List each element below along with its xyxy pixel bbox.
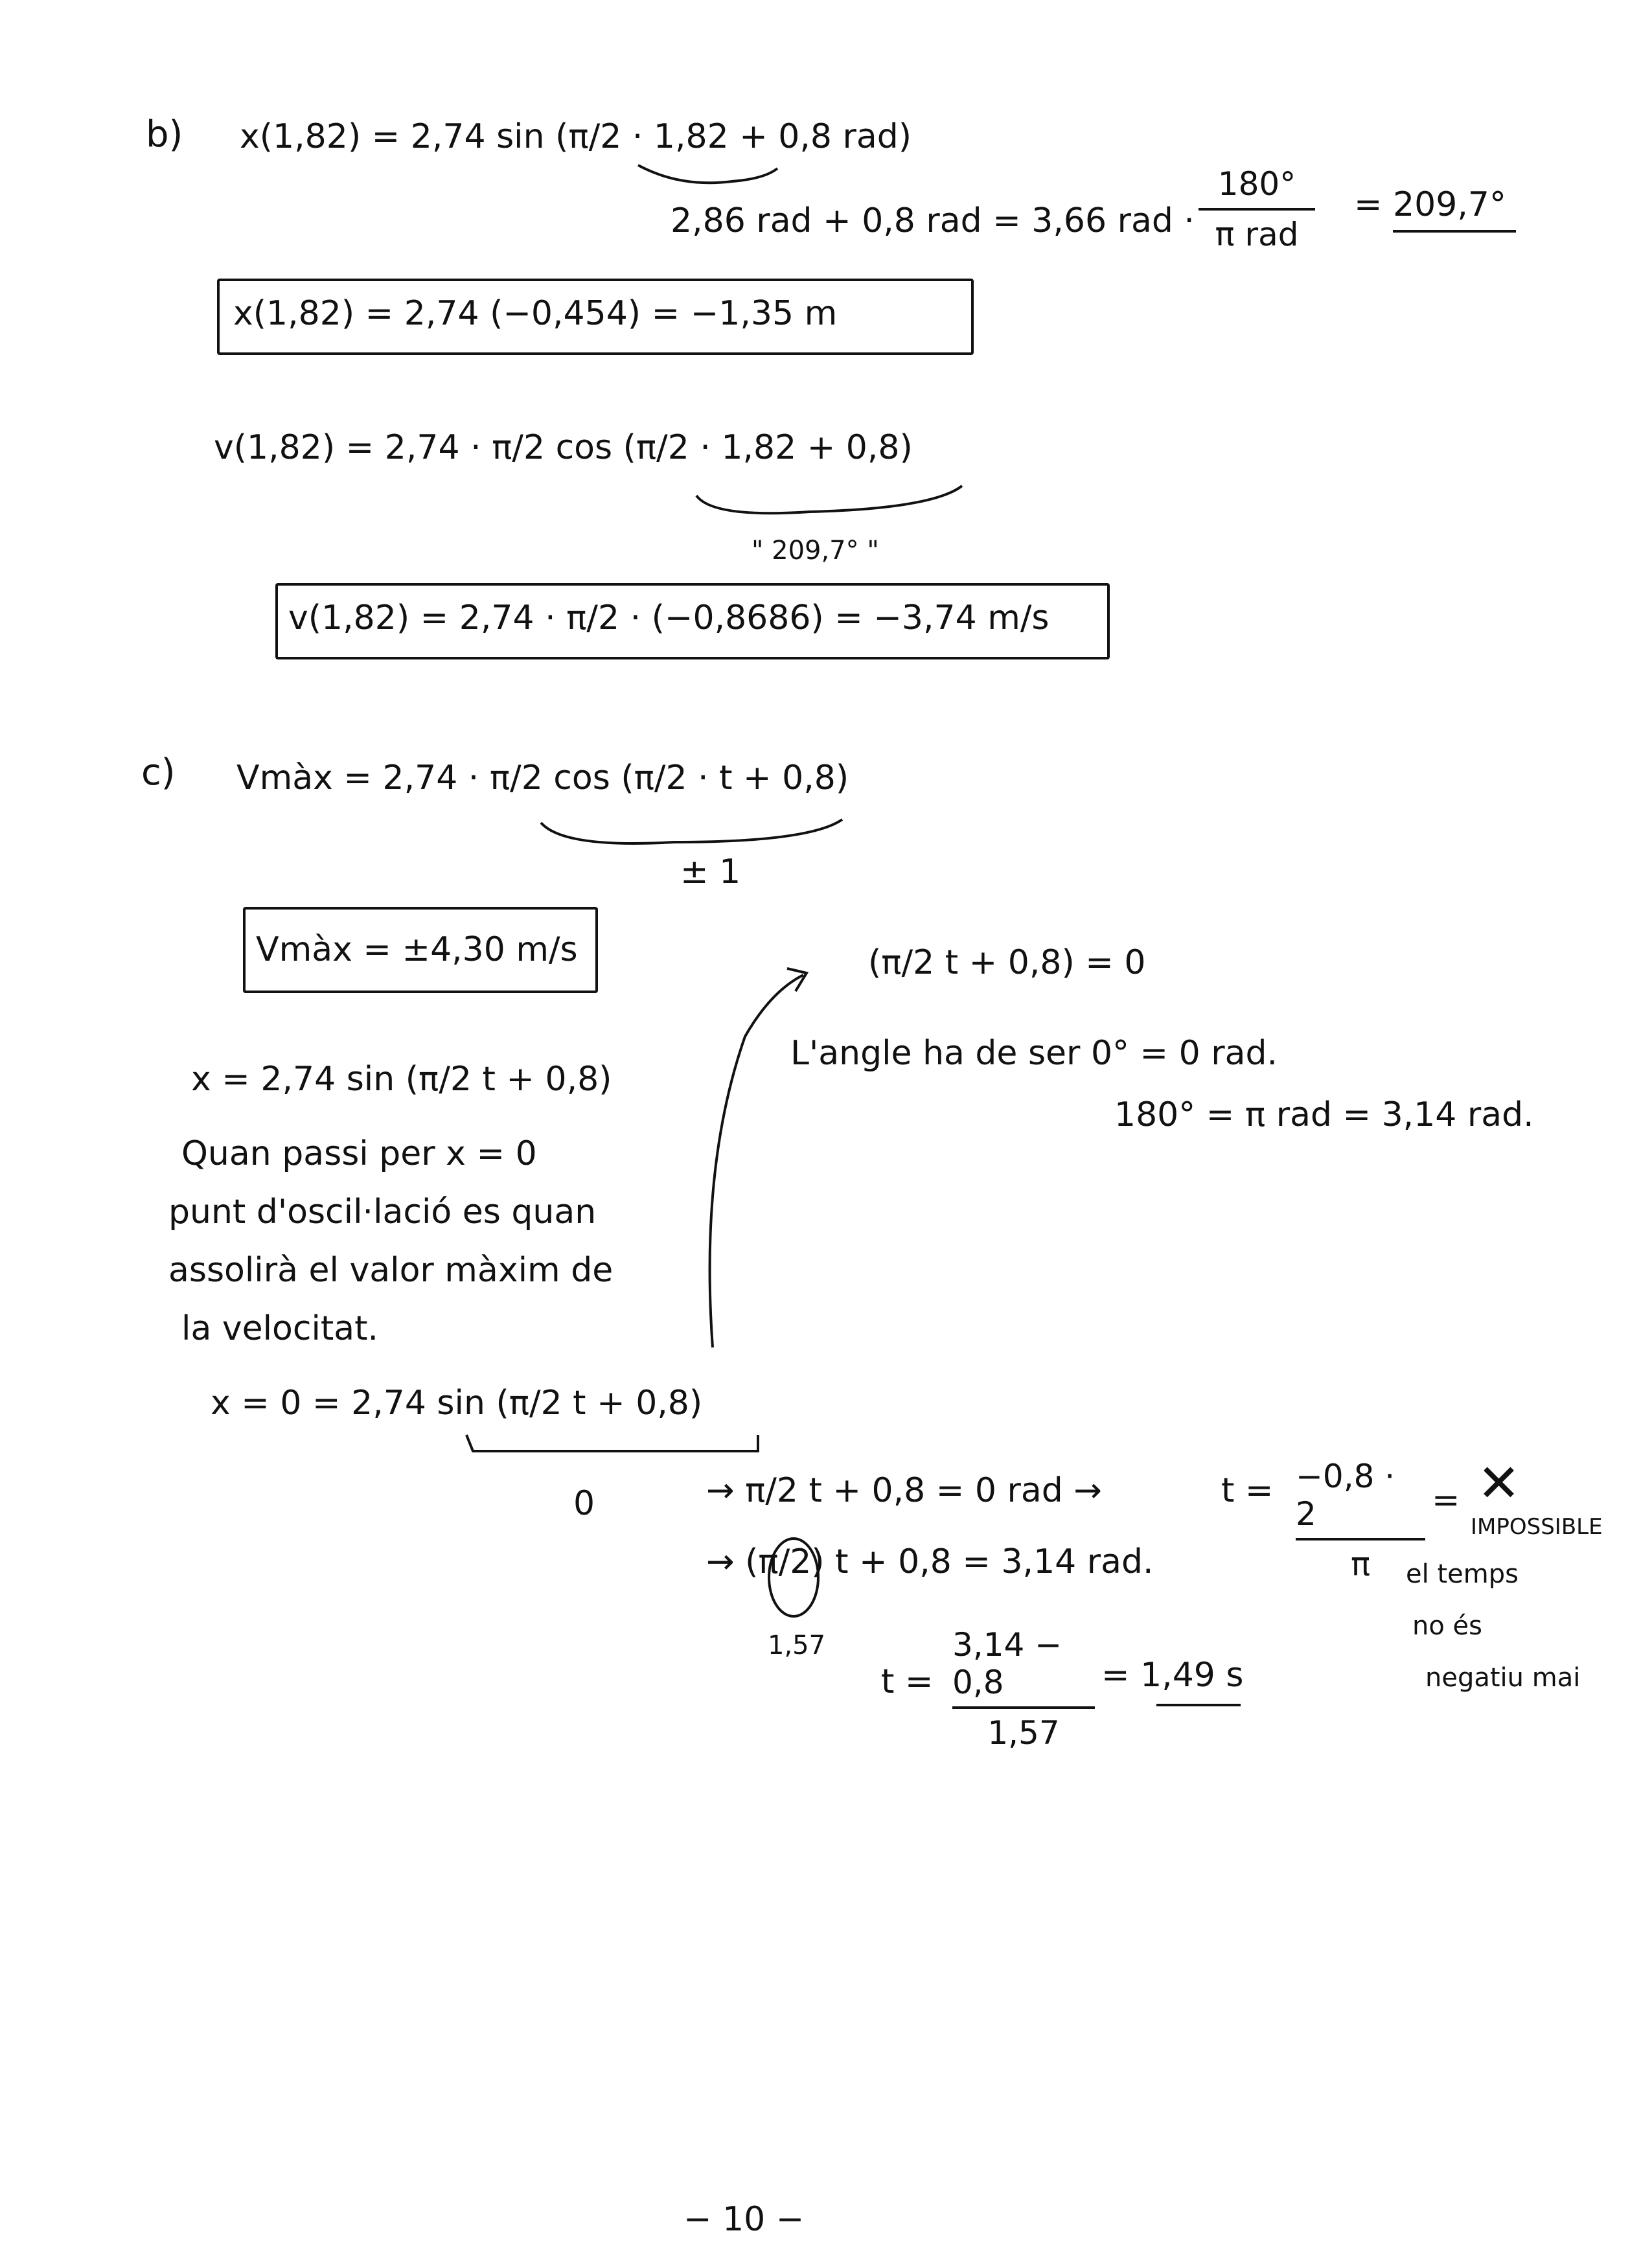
underbrace-b-velocity bbox=[696, 486, 962, 513]
c-angle-note-1: L'angle ha de ser 0° = 0 rad. bbox=[790, 1034, 1278, 1073]
arrow-to-phase-equation bbox=[710, 975, 803, 1347]
b-angle-result: = 209,7° bbox=[1354, 185, 1506, 224]
c-negative-t-lhs: t = bbox=[1221, 1471, 1274, 1510]
impossible-x-mark: ✕ bbox=[1477, 1453, 1521, 1513]
c-vmax-equation: Vmàx = 2,74 · π/2 cos (π/2 · t + 0,8) bbox=[236, 759, 849, 797]
b-velocity-equation: v(1,82) = 2,74 · π/2 cos (π/2 · 1,82 + 0,8) bbox=[214, 428, 913, 467]
c-vmax-result: Vmàx = ±4,30 m/s bbox=[256, 930, 578, 969]
half-pi-value: 1,57 bbox=[768, 1631, 826, 1660]
c-step-2: → (π/2) t + 0,8 = 3,14 rad. bbox=[706, 1542, 1154, 1581]
impossible-note-line: el temps bbox=[1406, 1559, 1519, 1589]
t-numerator: 3,14 − 0,8 bbox=[952, 1626, 1062, 1701]
underbrace-b-angle bbox=[638, 165, 777, 183]
underbrace-c-zero bbox=[466, 1435, 758, 1451]
explanation-line: la velocitat. bbox=[181, 1309, 379, 1348]
t-denominator: 1,57 bbox=[987, 1714, 1060, 1752]
b-angle-note: " 209,7° " bbox=[751, 536, 879, 566]
part-b-label: b) bbox=[146, 113, 183, 155]
b-position-equation: x(1,82) = 2,74 sin (π/2 · 1,82 + 0,8 rad) bbox=[240, 117, 912, 156]
impossible-note-line: negatiu mai bbox=[1425, 1663, 1581, 1693]
explanation-line: assolirà el valor màxim de bbox=[168, 1251, 614, 1290]
negative-t-denominator: π bbox=[1350, 1546, 1371, 1583]
c-plus-minus-one: ± 1 bbox=[680, 853, 741, 891]
c-step-1: → π/2 t + 0,8 = 0 rad → bbox=[706, 1471, 1102, 1510]
impossible-note-line: no és bbox=[1412, 1611, 1482, 1641]
circle-half-pi bbox=[769, 1539, 818, 1616]
page-number: − 10 − bbox=[683, 2200, 805, 2239]
conversion-denominator: π rad bbox=[1215, 216, 1299, 253]
c-t-lhs: t = bbox=[881, 1662, 934, 1701]
impossible-label: IMPOSSIBLE bbox=[1471, 1514, 1603, 1540]
negative-t-numerator: −0,8 · 2 bbox=[1296, 1458, 1395, 1533]
c-t-result: = 1,49 s bbox=[1101, 1656, 1244, 1695]
explanation-line: Quan passi per x = 0 bbox=[181, 1134, 537, 1173]
conversion-numerator: 180° bbox=[1217, 165, 1296, 203]
c-zero-position-equation: x = 0 = 2,74 sin (π/2 t + 0,8) bbox=[211, 1384, 703, 1423]
c-position-equation: x = 2,74 sin (π/2 t + 0,8) bbox=[191, 1060, 612, 1099]
part-c-label: c) bbox=[141, 751, 176, 794]
c-phase-equation: (π/2 t + 0,8) = 0 bbox=[868, 943, 1146, 982]
c-angle-note-2: 180° = π rad = 3,14 rad. bbox=[1114, 1095, 1534, 1134]
b-position-result: x(1,82) = 2,74 (−0,454) = −1,35 m bbox=[233, 294, 838, 333]
underbrace-c-vmax bbox=[541, 819, 842, 843]
c-negative-t-equals: = bbox=[1432, 1481, 1460, 1520]
b-velocity-result: v(1,82) = 2,74 · π/2 · (−0,8686) = −3,74 m/s bbox=[288, 599, 1050, 637]
c-zero-value: 0 bbox=[573, 1484, 595, 1523]
explanation-line: punt d'oscil·lació es quan bbox=[168, 1193, 597, 1231]
b-angle-calculation: 2,86 rad + 0,8 rad = 3,66 rad · bbox=[671, 201, 1195, 240]
